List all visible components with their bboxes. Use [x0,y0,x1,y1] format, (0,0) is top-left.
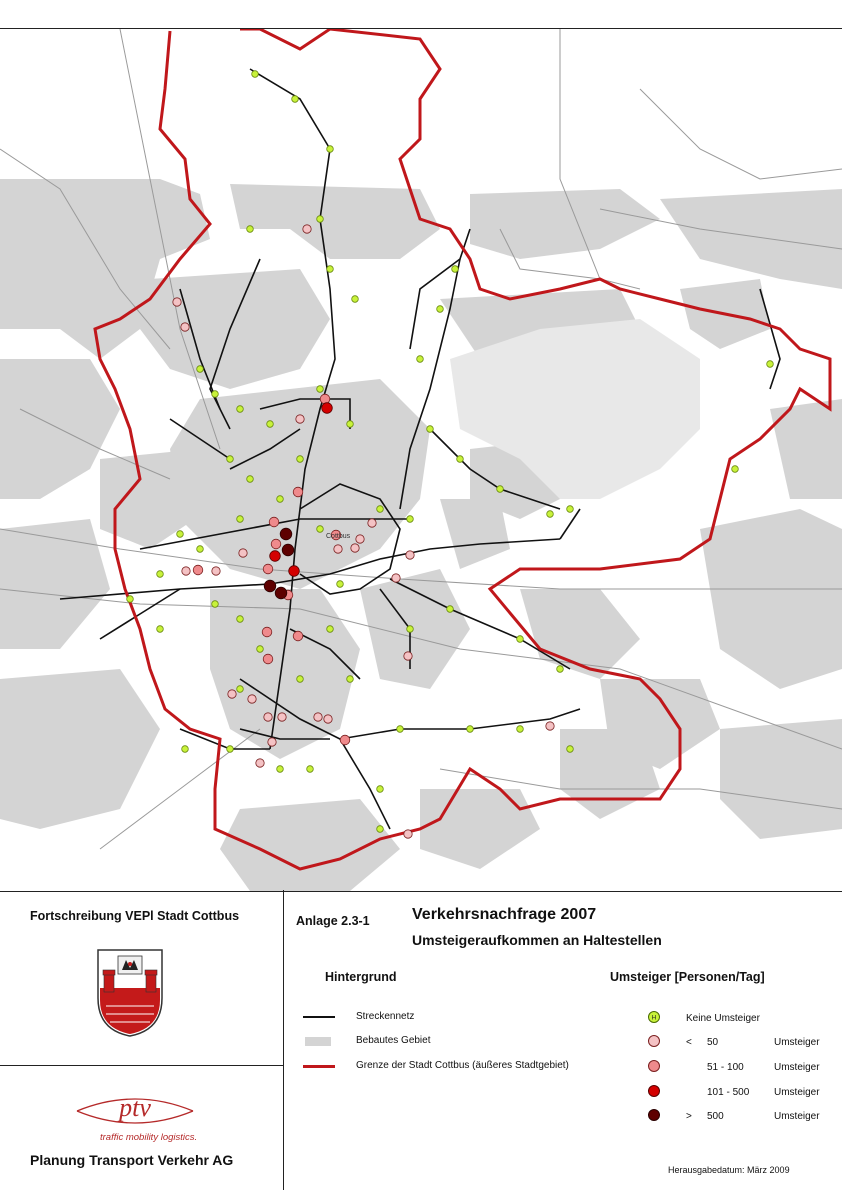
stop-no-transfer [127,596,134,603]
stop-no-transfer [407,626,414,633]
place-label-cottbus: Cottbus [326,533,351,540]
title-block-divider [283,890,284,1190]
map-subtitle: Umsteigeraufkommen an Haltestellen [412,932,662,948]
stop-no-transfer [347,676,354,683]
stop-under-50 [212,567,220,575]
ptv-logo [75,1089,195,1135]
legend-under-50-prefix: < [686,1037,692,1048]
stop-no-transfer [377,826,384,833]
stop-under-50 [324,715,332,723]
stop-no-transfer [307,766,314,773]
stop-no-transfer [182,746,189,753]
stop-over-500 [280,528,292,540]
stop-101-500 [289,566,300,577]
stop-under-50 [239,549,247,557]
stop-no-transfer [257,646,264,653]
stop-over-500 [264,580,276,592]
stop-under-50 [404,652,412,660]
stop-under-50 [173,298,181,306]
map-drawing [0,29,842,891]
stop-no-transfer [277,766,284,773]
stop-no-transfer [447,606,454,613]
stop-no-transfer [397,726,404,733]
stop-no-transfer [277,496,284,503]
stop-no-transfer [457,456,464,463]
stop-51-100 [340,735,350,745]
stop-no-transfer [237,516,244,523]
stop-no-transfer [732,466,739,473]
stop-over-500 [282,544,294,556]
stop-under-50 [351,544,359,552]
stop-under-50 [264,713,272,721]
stop-no-transfer [317,526,324,533]
stop-no-transfer [327,266,334,273]
stop-no-transfer [292,96,299,103]
stop-under-50 [406,551,414,559]
stop-no-transfer [347,421,354,428]
stop-no-transfer [437,306,444,313]
logo-divider [0,1065,283,1066]
stop-no-transfer [327,626,334,633]
stop-no-transfer [252,71,259,78]
stop-no-transfer [227,746,234,753]
stop-no-transfer [317,386,324,393]
legend-51-100-unit: Umsteiger [774,1062,820,1073]
stop-51-100 [293,631,303,641]
stop-no-transfer [267,421,274,428]
stop-no-transfer [247,476,254,483]
stop-no-transfer [157,571,164,578]
stop-no-transfer [227,456,234,463]
stop-no-transfer [177,531,184,538]
stop-under-50 [368,519,376,527]
stop-no-transfer [567,506,574,513]
stop-no-transfer [157,626,164,633]
stop-under-50 [303,225,311,233]
legend-under-50-symbol [647,1034,661,1048]
stop-51-100 [263,654,273,664]
legend-built-area-label: Bebautes Gebiet [356,1035,431,1046]
stop-no-transfer [517,636,524,643]
stop-under-50 [228,690,236,698]
legend-under-50-range: 50 [707,1037,719,1048]
project-title: Fortschreibung VEPl Stadt Cottbus [30,909,240,923]
stop-no-transfer [237,406,244,413]
stop-no-transfer [297,456,304,463]
stop-no-transfer [197,366,204,373]
svg-text:H: H [651,1014,657,1022]
stop-51-100 [193,565,203,575]
issue-date: Herausgabedatum: März 2009 [668,1165,790,1175]
stop-no-transfer [497,486,504,493]
stop-no-transfer [517,726,524,733]
stop-101-500 [270,551,281,562]
stop-under-50 [182,567,190,575]
stop-under-50 [248,695,256,703]
stop-under-50 [334,545,342,553]
legend-101-500-unit: Umsteiger [774,1087,820,1098]
stop-under-50 [356,535,364,543]
legend-over-500-unit: Umsteiger [774,1111,820,1122]
company-name: Planung Transport Verkehr AG [30,1152,234,1168]
stop-under-50 [314,713,322,721]
legend-built-area-symbol [305,1037,331,1046]
stop-no-transfer [547,511,554,518]
stop-no-transfer [212,391,219,398]
stop-no-transfer [567,746,574,753]
stop-no-transfer [767,361,774,368]
legend-no-transfer-symbol [647,1010,661,1024]
stop-under-50 [181,323,189,331]
coat-of-arms-emblem [96,948,164,1038]
stop-no-transfer [297,676,304,683]
stop-no-transfer [557,666,564,673]
stop-no-transfer [337,581,344,588]
stop-no-transfer [197,546,204,553]
stop-no-transfer [452,266,459,273]
legend-background-heading: Hintergrund [325,970,397,984]
stop-no-transfer [377,506,384,513]
stop-no-transfer [467,726,474,733]
stop-no-transfer [352,296,359,303]
stop-under-50 [256,759,264,767]
legend-51-100-symbol [647,1059,661,1073]
stop-under-50 [404,830,412,838]
stop-under-50 [296,415,304,423]
stop-no-transfer [427,426,434,433]
stop-no-transfer [327,146,334,153]
legend-transfers-heading: Umsteiger [Personen/Tag] [610,970,765,984]
stop-no-transfer [237,686,244,693]
legend-over-500-symbol [647,1108,661,1122]
legend-no-transfer-label: Keine Umsteiger [686,1013,760,1024]
stop-no-transfer [407,516,414,523]
legend-101-500-range: 101 - 500 [707,1087,750,1098]
map-canvas[interactable] [0,28,842,892]
map-title: Verkehrsnachfrage 2007 [412,906,597,923]
stop-under-50 [392,574,400,582]
legend-51-100-range: 51 - 100 [707,1062,744,1073]
legend-101-500-symbol [647,1084,661,1098]
stop-no-transfer [377,786,384,793]
stop-51-100 [263,564,273,574]
stop-over-500 [275,587,287,599]
stop-101-500 [322,403,333,414]
stop-no-transfer [247,226,254,233]
stop-no-transfer [237,616,244,623]
stop-51-100 [262,627,272,637]
legend-boundary-symbol [303,1065,335,1068]
legend-under-50-unit: Umsteiger [774,1037,820,1048]
annex-number: Anlage 2.3-1 [296,914,370,928]
stop-under-50 [268,738,276,746]
svg-text:ptv: ptv [119,1093,151,1122]
legend-network-label: Streckennetz [356,1011,415,1022]
stop-51-100 [269,517,279,527]
title-block [0,890,842,1190]
stop-no-transfer [317,216,324,223]
stop-51-100 [293,487,303,497]
stop-51-100 [271,539,281,549]
stop-no-transfer [417,356,424,363]
legend-over-500-range: 500 [707,1111,724,1122]
ptv-logo-tagline: traffic mobility logistics. [100,1132,198,1143]
stop-under-50 [546,722,554,730]
legend-over-500-prefix: > [686,1111,692,1122]
stop-under-50 [278,713,286,721]
stop-51-100 [320,394,330,404]
legend-boundary-label: Grenze der Stadt Cottbus (äußeres Stadtgebiet) [356,1060,569,1071]
legend-network-symbol [303,1016,335,1018]
stop-no-transfer [212,601,219,608]
